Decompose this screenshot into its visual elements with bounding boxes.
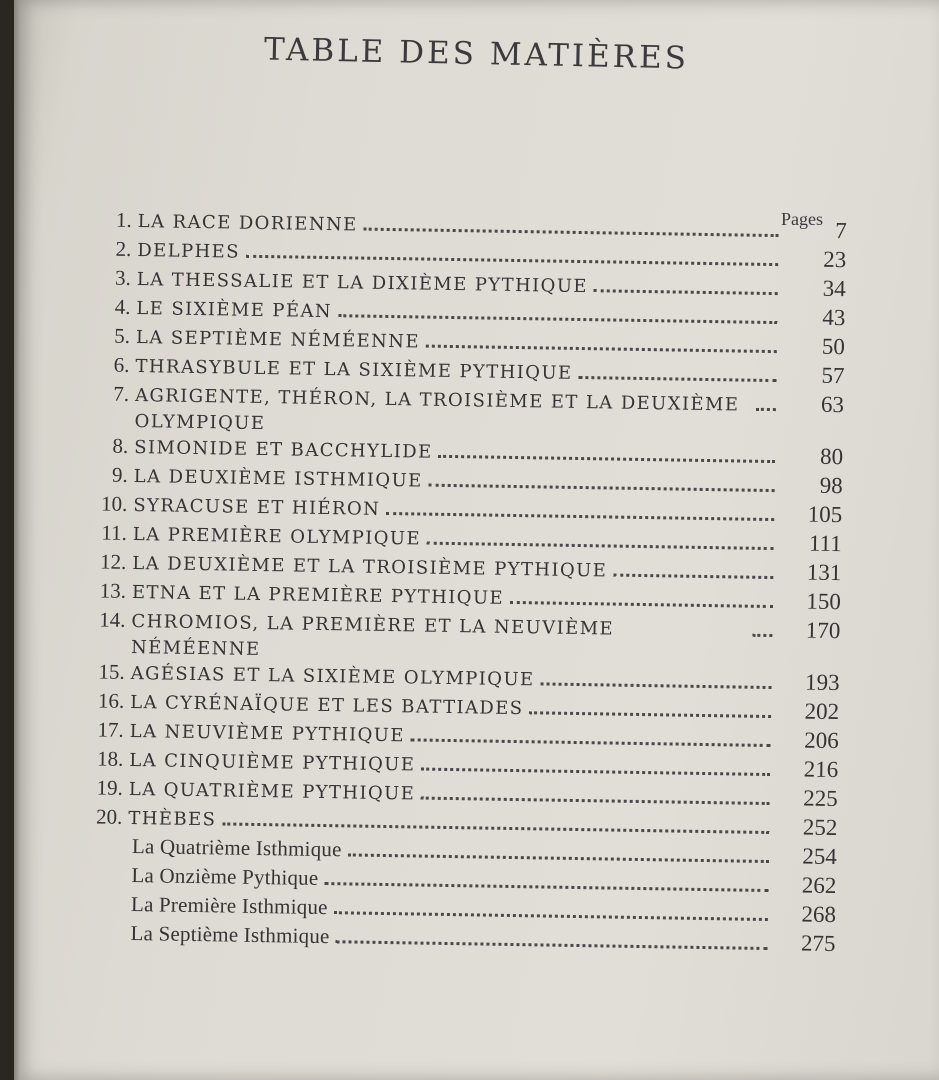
toc-entry-page: 193	[804, 669, 840, 696]
toc-entry-number: 5.	[114, 323, 131, 348]
toc-entry-page: 252	[802, 814, 838, 841]
dot-leader	[752, 634, 772, 637]
toc-entry-label: LA THESSALIE ET LA DIXIÈME PYTHIQUE	[136, 269, 589, 298]
toc-entry-number: 9.	[111, 462, 128, 487]
toc-entry-label: DELPHES	[137, 240, 241, 263]
dot-leader	[613, 574, 773, 580]
dot-leader	[347, 853, 768, 863]
toc-sub-entry-page: 254	[802, 843, 838, 870]
dot-leader	[540, 682, 771, 689]
toc-entry-number: 12.	[99, 549, 127, 574]
toc-entry-number: 14.	[99, 607, 126, 632]
toc-entry-number: 18.	[96, 746, 124, 771]
dot-leader	[427, 542, 774, 550]
dot-leader	[429, 484, 775, 492]
toc-entry-page: 98	[819, 472, 843, 499]
toc-entry-page: 150	[806, 588, 842, 615]
toc-entry-number: 1.	[115, 207, 132, 232]
toc-entry-page: 63	[820, 391, 845, 418]
toc-entry-label: LE SIXIÈME PÉAN	[136, 298, 333, 323]
toc-sub-entry-label: La Quatrième Isthmique	[131, 834, 342, 862]
toc-entry-number: 2.	[115, 236, 132, 261]
dot-leader	[335, 940, 767, 950]
toc-entry-label: CHROMIOS, LA PREMIÈRE ET LA NEUVIÈME NÉMÉENNE	[130, 610, 615, 661]
dot-leader	[246, 255, 778, 266]
toc-sub-entry-label: La Septième Isthmique	[130, 921, 330, 949]
toc-entry-label: AGÉSIAS ET LA SIXIÈME OLYMPIQUE	[130, 662, 535, 691]
dot-leader	[510, 601, 773, 608]
toc-entry-page: 43	[822, 304, 846, 331]
toc-entry-page: 23	[823, 246, 847, 273]
table-of-contents	[60, 206, 847, 960]
toc-entry-label: ETNA ET LA PREMIÈRE PYTHIQUE	[131, 581, 505, 609]
toc-entry-number: 10.	[100, 491, 128, 516]
toc-entry-label: LA CINQUIÈME PYTHIQUE	[129, 749, 416, 776]
dot-leader	[411, 738, 771, 747]
toc-entry-number: 17.	[97, 717, 124, 742]
toc-entry-number: 7.	[113, 381, 130, 406]
toc-entry-page: 50	[821, 333, 846, 360]
toc-entry-label: LA NEUVIÈME PYTHIQUE	[129, 720, 406, 747]
toc-entry-page: 225	[803, 785, 838, 812]
toc-entry-label: LA CYRÉNAÏQUE ET LES BATTIADES	[130, 691, 524, 720]
dot-leader	[386, 512, 774, 521]
dot-leader	[421, 797, 770, 805]
toc-sub-entry-page: 262	[801, 872, 837, 899]
toc-entry-page: 170	[805, 617, 841, 644]
toc-sub-entry-page: 268	[801, 901, 837, 928]
toc-entry-page: 105	[807, 501, 843, 528]
toc-entry-label: LA RACE DORIENNE	[137, 211, 358, 236]
toc-entry-number: 19.	[96, 775, 124, 800]
dot-leader	[324, 882, 768, 892]
toc-entry-page: 216	[803, 756, 839, 783]
toc-entry-number: 4.	[114, 294, 131, 319]
toc-entry-label: AGRIGENTE, THÉRON, LA TROISIÈME ET LA DEUXIÈME OLYMPIQUE	[134, 385, 740, 435]
toc-entry-number: 15.	[98, 659, 125, 684]
dot-leader	[338, 314, 777, 324]
toc-entry-label: LA DEUXIÈME ET LA TROISIÈME PYTHIQUE	[132, 552, 608, 582]
toc-entry-number: 16.	[97, 688, 125, 713]
toc-entry-page: 57	[821, 362, 845, 389]
dot-leader	[364, 228, 779, 238]
toc-entry-page: 80	[819, 443, 844, 470]
dot-leader	[421, 768, 770, 776]
toc-entry-label: LA QUATRIÈME PYTHIQUE	[128, 778, 416, 805]
dot-leader	[594, 289, 778, 295]
toc-sub-entry-label: La Onzième Pythique	[131, 863, 319, 890]
dot-leader	[334, 911, 768, 921]
toc-entry-label: THÈBES	[128, 807, 217, 831]
dot-leader	[529, 711, 771, 718]
toc-entry-page: 206	[804, 727, 839, 754]
dot-leader	[578, 376, 776, 382]
toc-sub-entry-page: 275	[800, 930, 836, 957]
book-page	[14, 0, 939, 1080]
dot-leader	[426, 345, 777, 354]
toc-entry-label: LA PREMIÈRE OLYMPIQUE	[132, 523, 422, 550]
toc-entry-number: 13.	[99, 578, 127, 603]
toc-entry-number: 3.	[114, 265, 132, 290]
toc-entry-label: LA SEPTIÈME NÉMÉENNE	[135, 327, 421, 353]
toc-entry-label: THRASYBULE ET LA SIXIÈME PYTHIQUE	[135, 356, 573, 384]
pages-column-label: Pages	[781, 209, 823, 229]
toc-entry-page: 202	[804, 698, 840, 725]
toc-entry-page: 131	[806, 559, 842, 586]
toc-entry-page: 111	[808, 530, 842, 557]
toc-entry-page: 34	[822, 275, 846, 302]
dot-leader	[439, 455, 776, 463]
toc-entry-number: 11.	[101, 520, 128, 545]
dot-leader	[222, 822, 769, 834]
toc-entry-number: 20.	[95, 804, 123, 829]
toc-entry-number: 8.	[112, 433, 129, 458]
toc-entry-page: 7	[835, 217, 847, 244]
toc-entry-number: 6.	[113, 352, 130, 377]
page-title: TABLE DES MATIÈRES	[263, 31, 690, 77]
toc-entry-label: LA DEUXIÈME ISTHMIQUE	[133, 466, 423, 492]
toc-sub-entry-label: La Première Isthmique	[130, 892, 328, 920]
dot-leader	[756, 408, 776, 411]
toc-entry-label: SIMONIDE ET BACCHYLIDE	[134, 437, 433, 463]
toc-entry-label: SYRACUSE ET HIÉRON	[133, 495, 381, 520]
